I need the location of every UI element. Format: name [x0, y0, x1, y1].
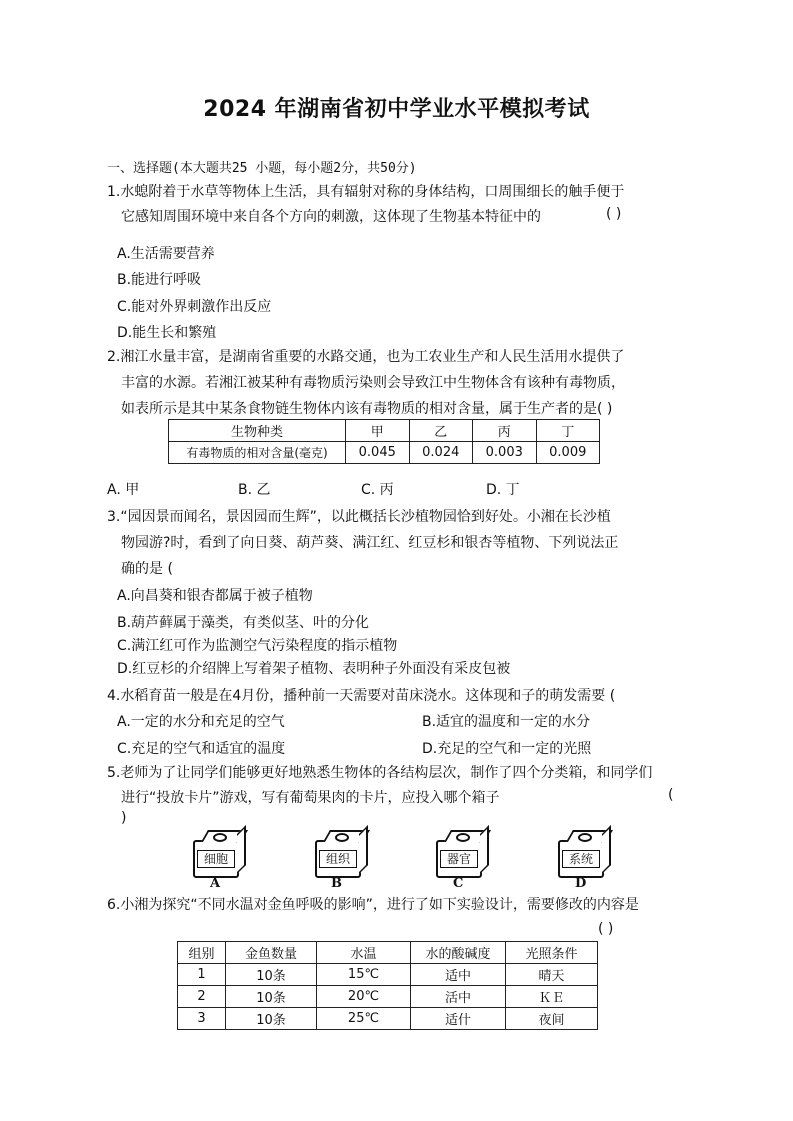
box-label: 组织: [319, 850, 357, 868]
table-cell: 适中: [411, 964, 506, 986]
box-slot: [335, 833, 349, 842]
table-row: [178, 986, 598, 1008]
table-cell: 15℃: [317, 964, 411, 986]
question-1-option-b: B.能进行呼吸: [117, 272, 202, 288]
table-cell: 0.024: [409, 442, 473, 464]
table-cell: 3: [178, 1008, 226, 1030]
question-3-option-d: D.红豆杉的介绍牌上写着架子植物、表明种子外面没有采皮包被: [117, 661, 511, 677]
table-cell: 20℃: [317, 986, 411, 1008]
question-5-paren-close: ): [121, 810, 127, 826]
box-side: [359, 825, 368, 874]
box-letter: A: [210, 876, 221, 891]
question-1-option-a: A.生活需要营养: [117, 246, 215, 262]
box-letter: D: [575, 876, 587, 891]
table-cell: 25℃: [317, 1008, 411, 1030]
table-row: [178, 1008, 598, 1030]
table-row: [169, 420, 600, 442]
sorting-box-d: [558, 840, 604, 878]
box-side: [237, 825, 246, 874]
question-1-option-d: D.能生长和繁殖: [117, 325, 217, 341]
question-3-option-c: C.满江红可作为监测空气污染程度的指示植物: [117, 638, 398, 654]
question-4-line-1: 4.水稻育苗一般是在4月份，播种前一天需要对苗床浇水。这体现和子的萌发需要 (: [107, 688, 616, 704]
table-row: [178, 964, 598, 986]
question-3-option-a: A.向昌葵和银杏都属于被子植物: [117, 588, 313, 604]
table-cell: 丙: [473, 420, 537, 442]
question-5-paren-open: (: [668, 787, 674, 803]
box-label: 器官: [440, 850, 478, 868]
sorting-box-a: [193, 840, 239, 878]
sorting-box-b: [315, 840, 361, 878]
question-2-option-b: B. 乙: [238, 482, 271, 498]
table-cell: 夜间: [506, 1008, 598, 1030]
table-cell: ＫＥ: [506, 986, 598, 1008]
question-2-option-c: C. 丙: [361, 482, 394, 498]
table-cell: 0.045: [346, 442, 410, 464]
section-heading: 一、选择题(本大题共25 小题，每小题2分，共50分): [107, 161, 417, 176]
box-side: [602, 825, 611, 874]
question-4-option-b: B.适宜的温度和一定的水分: [422, 714, 591, 730]
question-6-table: [177, 941, 598, 1030]
table-cell: 丁: [536, 420, 600, 442]
sorting-box-c: [436, 840, 482, 878]
question-1-line-1: 1.水螅附着于水草等物体上生活，具有辐射对称的身体结构，口周围细长的触手便于: [107, 184, 625, 200]
table-row: [169, 442, 600, 464]
question-3-line-2: 物园游?时，看到了向日葵、葫芦葵、满江红、红豆杉和银杏等植物、下列说法正: [121, 535, 619, 551]
question-4-option-c: C.充足的空气和适宜的温度: [117, 741, 286, 757]
question-6-answer-paren: ( ): [598, 921, 614, 937]
question-3-line-3: 确的是 (: [121, 561, 173, 577]
question-4-option-d: D.充足的空气和一定的光照: [422, 741, 592, 757]
table-cell: 晴天: [506, 964, 598, 986]
table-cell: 组别: [178, 942, 226, 964]
question-1-line-2: 它感知周围环境中来自各个方向的刺激，这体现了生物基本特征中的: [121, 209, 541, 225]
question-2-line-2: 丰富的水源。若湘江被某种有毒物质污染则会导致江中生物体含有该种有毒物质，: [121, 375, 625, 391]
question-1-option-c: C.能对外界刺激作出反应: [117, 299, 272, 315]
table-cell: 有毒物质的相对含量(毫克): [169, 442, 346, 464]
table-cell: 光照条件: [506, 942, 598, 964]
box-slot: [456, 833, 470, 842]
question-2-table: [168, 419, 600, 464]
question-5-line-1: 5.老师为了让同学们能够更好地熟悉生物体的各结构层次，制作了四个分类箱，和同学们: [107, 765, 653, 781]
table-cell: 水温: [317, 942, 411, 964]
box-label: 系统: [562, 850, 600, 868]
page-title: 2024 年湖南省初中学业水平模拟考试: [203, 97, 590, 122]
question-2-option-d: D. 丁: [486, 482, 520, 498]
table-cell: 10条: [226, 986, 317, 1008]
box-label: 细胞: [197, 850, 235, 868]
question-2-line-1: 2.湘江水量丰富，是湖南省重要的水路交通，也为工农业生产和人民生活用水提供了: [107, 349, 625, 365]
table-cell: 甲: [346, 420, 410, 442]
box-slot: [213, 833, 227, 842]
table-cell: 活中: [411, 986, 506, 1008]
box-slot: [578, 833, 592, 842]
question-1-answer-paren: ( ): [606, 206, 622, 222]
table-cell: 0.003: [473, 442, 537, 464]
question-5-line-2: 进行“投放卡片”游戏，写有葡萄果肉的卡片，应投入哪个箱子: [121, 790, 500, 806]
question-3-line-1: 3.“园因景而闻名，景因园而生辉”，以此概括长沙植物园恰到好处。小湘在长沙植: [107, 509, 611, 525]
box-letter: B: [331, 876, 342, 891]
question-2-option-a: A. 甲: [107, 482, 140, 498]
question-2-line-3: 如表所示是其中某条食物链生物体内该有毒物质的相对含量，属于生产者的是( ): [121, 401, 613, 417]
table-cell: 生物种类: [169, 420, 346, 442]
table-cell: 0.009: [536, 442, 600, 464]
box-side: [480, 825, 489, 874]
question-6-line-1: 6.小湘为探究“不同水温对金鱼呼吸的影响”，进行了如下实验设计，需要修改的内容是: [107, 897, 639, 913]
table-cell: 乙: [409, 420, 473, 442]
question-3-option-b: B.葫芦藓属于藻类，有类似茎、叶的分化: [117, 615, 370, 631]
table-cell: 金鱼数量: [226, 942, 317, 964]
table-cell: 10条: [226, 964, 317, 986]
table-cell: 2: [178, 986, 226, 1008]
table-cell: 水的酸碱度: [411, 942, 506, 964]
question-4-option-a: A.一定的水分和充足的空气: [117, 714, 285, 730]
table-cell: 10条: [226, 1008, 317, 1030]
box-letter: C: [453, 876, 464, 891]
table-cell: 适什: [411, 1008, 506, 1030]
table-row: [178, 942, 598, 964]
table-cell: 1: [178, 964, 226, 986]
